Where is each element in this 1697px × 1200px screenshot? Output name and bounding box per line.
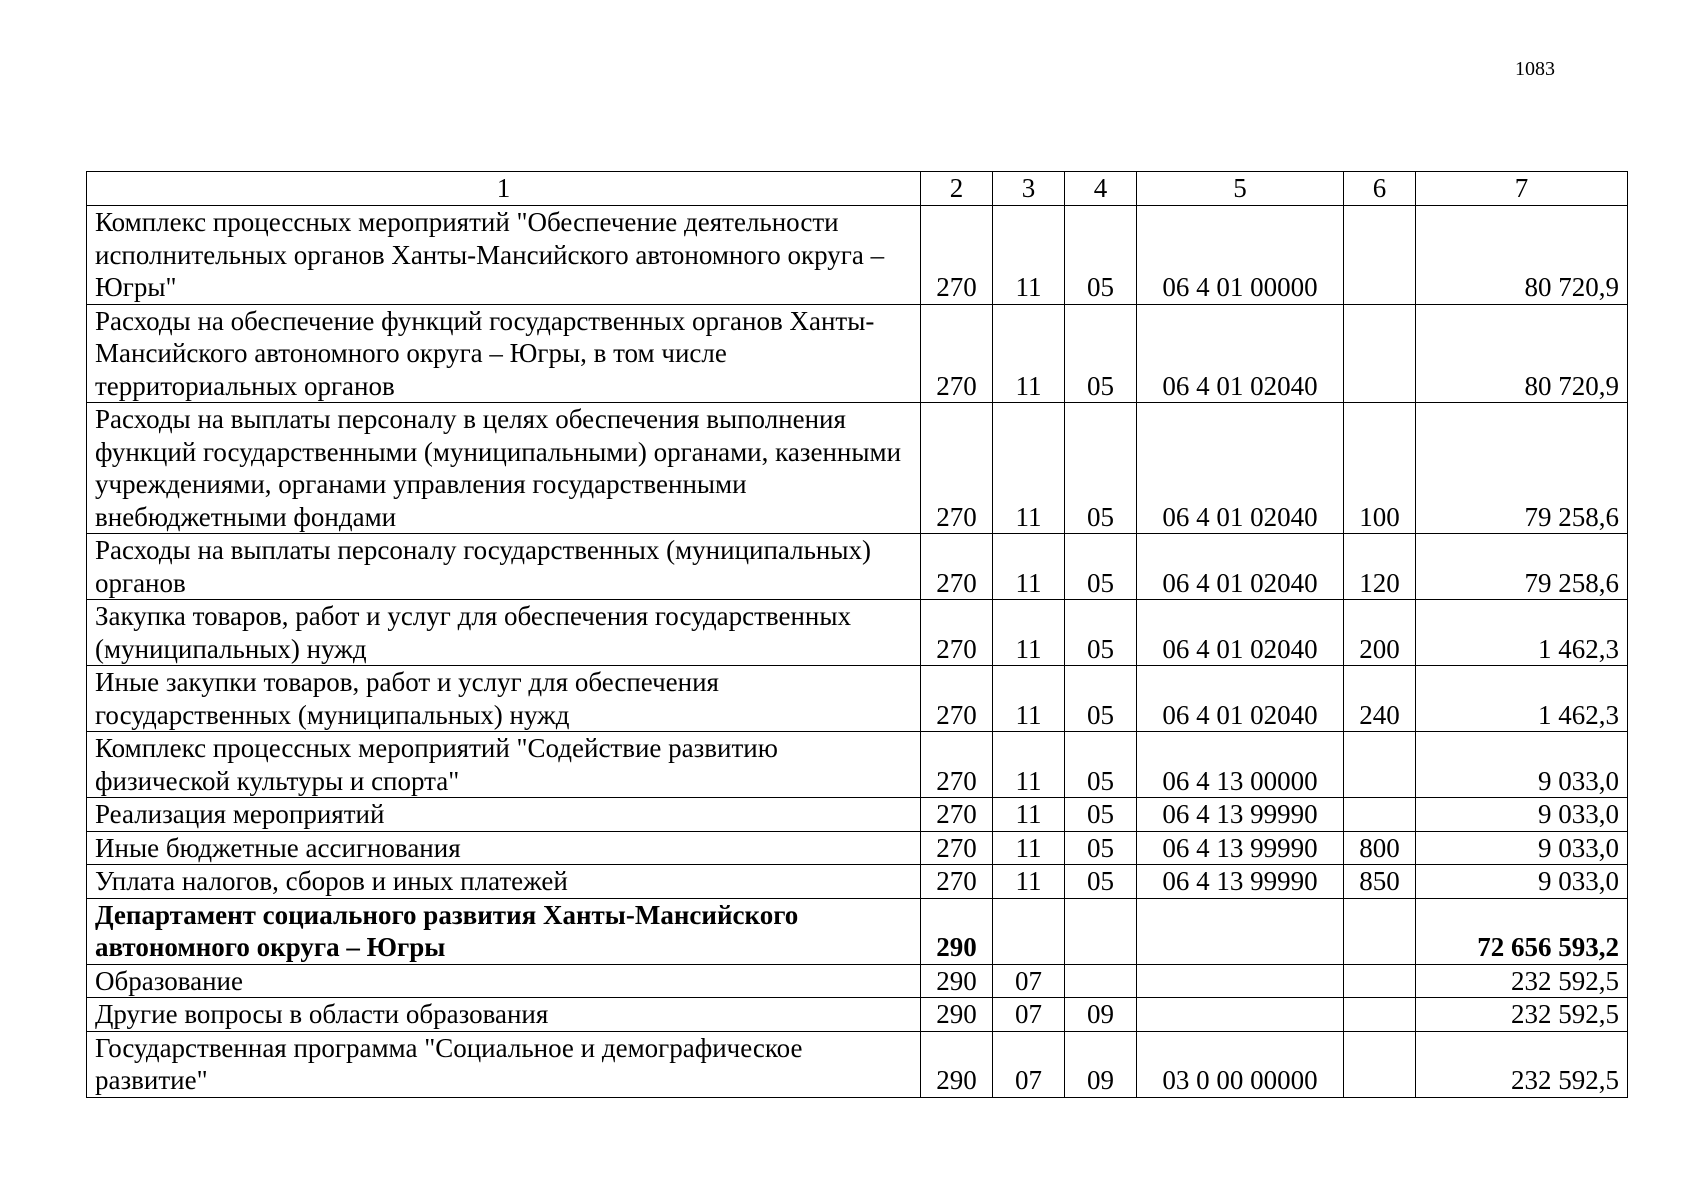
row-name-cell: Комплекс процессных мероприятий "Обеспечение деятельности исполнительных органов Ханты-Мансийского автономного округа – Югры": [87, 206, 921, 305]
row-col5-cell: [1137, 998, 1344, 1032]
row-name-cell: Иные бюджетные ассигнования: [87, 831, 921, 865]
table-row: [87, 600, 1628, 666]
row-col6-cell: [1344, 798, 1416, 832]
row-name-cell: Комплекс процессных мероприятий "Содействие развитию физической культуры и спорта": [87, 732, 921, 798]
table-row: [87, 304, 1628, 403]
row-col7-cell: 232 592,5: [1416, 1031, 1628, 1097]
table-row: [87, 964, 1628, 998]
row-name-cell: Расходы на обеспечение функций государственных органов Ханты-Мансийского автономного округа – Югры, в том числе территориальных органов: [87, 304, 921, 403]
row-col2-cell: 270: [921, 403, 993, 534]
row-col7-cell: 9 033,0: [1416, 732, 1628, 798]
row-name-cell: Другие вопросы в области образования: [87, 998, 921, 1032]
header-row: [87, 172, 1628, 206]
row-col6-cell: 100: [1344, 403, 1416, 534]
row-col6-cell: [1344, 898, 1416, 964]
row-col3-cell: 11: [993, 206, 1065, 305]
table-row: [87, 798, 1628, 832]
row-col2-cell: 290: [921, 964, 993, 998]
row-col6-cell: 200: [1344, 600, 1416, 666]
row-col4-cell: 09: [1065, 998, 1137, 1032]
row-col7-cell: 80 720,9: [1416, 206, 1628, 305]
row-col4-cell: 05: [1065, 865, 1137, 899]
row-col7-cell: 79 258,6: [1416, 403, 1628, 534]
row-name-cell: Расходы на выплаты персоналу в целях обеспечения выполнения функций государственными (муниципальными) органами, казенными учреждениями, органами управления государственными внебюджетными фондами: [87, 403, 921, 534]
row-col7-cell: 79 258,6: [1416, 534, 1628, 600]
row-col5-cell: 06 4 01 02040: [1137, 403, 1344, 534]
table-row: [87, 206, 1628, 305]
header-cell-4: 4: [1065, 172, 1137, 206]
row-col3-cell: 11: [993, 831, 1065, 865]
row-col3-cell: 11: [993, 403, 1065, 534]
table-row: [87, 403, 1628, 534]
row-col2-cell: 290: [921, 998, 993, 1032]
row-name-cell: Уплата налогов, сборов и иных платежей: [87, 865, 921, 899]
row-col3-cell: 07: [993, 964, 1065, 998]
row-col7-cell: 80 720,9: [1416, 304, 1628, 403]
row-col2-cell: 270: [921, 798, 993, 832]
row-col6-cell: 850: [1344, 865, 1416, 899]
row-col6-cell: 800: [1344, 831, 1416, 865]
row-col4-cell: [1065, 964, 1137, 998]
header-cell-6: 6: [1344, 172, 1416, 206]
row-col5-cell: [1137, 898, 1344, 964]
row-col5-cell: 06 4 01 02040: [1137, 666, 1344, 732]
row-col7-cell: 9 033,0: [1416, 831, 1628, 865]
row-col5-cell: 06 4 01 02040: [1137, 304, 1344, 403]
row-col3-cell: 11: [993, 304, 1065, 403]
row-name-cell: Образование: [87, 964, 921, 998]
row-col4-cell: 05: [1065, 206, 1137, 305]
row-col4-cell: 05: [1065, 732, 1137, 798]
table-row: [87, 998, 1628, 1032]
row-col2-cell: 270: [921, 206, 993, 305]
row-col3-cell: 11: [993, 865, 1065, 899]
row-col2-cell: 270: [921, 534, 993, 600]
row-name-cell: Закупка товаров, работ и услуг для обеспечения государственных (муниципальных) нужд: [87, 600, 921, 666]
row-col3-cell: 11: [993, 798, 1065, 832]
row-name-cell: Иные закупки товаров, работ и услуг для обеспечения государственных (муниципальных) нужд: [87, 666, 921, 732]
row-col6-cell: [1344, 1031, 1416, 1097]
row-col7-cell: 72 656 593,2: [1416, 898, 1628, 964]
table-row: [87, 1031, 1628, 1097]
table-row: [87, 666, 1628, 732]
row-col3-cell: 11: [993, 666, 1065, 732]
row-col2-cell: 270: [921, 666, 993, 732]
row-name-cell: Государственная программа "Социальное и демографическое развитие": [87, 1031, 921, 1097]
table-row: [87, 732, 1628, 798]
row-col3-cell: 07: [993, 998, 1065, 1032]
row-col4-cell: 05: [1065, 403, 1137, 534]
row-col5-cell: 06 4 13 99990: [1137, 831, 1344, 865]
row-col4-cell: 05: [1065, 304, 1137, 403]
header-cell-7: 7: [1416, 172, 1628, 206]
table-body: [87, 206, 1628, 1098]
row-col6-cell: [1344, 964, 1416, 998]
table-row: [87, 534, 1628, 600]
row-col2-cell: 290: [921, 1031, 993, 1097]
row-col3-cell: [993, 898, 1065, 964]
row-col7-cell: 232 592,5: [1416, 998, 1628, 1032]
row-name-cell: Реализация мероприятий: [87, 798, 921, 832]
row-col4-cell: 05: [1065, 798, 1137, 832]
row-col3-cell: 11: [993, 600, 1065, 666]
row-col2-cell: 270: [921, 732, 993, 798]
row-col3-cell: 07: [993, 1031, 1065, 1097]
row-col2-cell: 270: [921, 865, 993, 899]
row-col7-cell: 9 033,0: [1416, 865, 1628, 899]
row-col2-cell: 270: [921, 600, 993, 666]
row-col6-cell: [1344, 304, 1416, 403]
row-col5-cell: 06 4 13 99990: [1137, 798, 1344, 832]
row-col7-cell: 1 462,3: [1416, 666, 1628, 732]
row-col5-cell: 06 4 01 00000: [1137, 206, 1344, 305]
table-row: [87, 831, 1628, 865]
table-row: [87, 898, 1628, 964]
page-number: 1083: [1515, 58, 1555, 80]
row-col7-cell: 9 033,0: [1416, 798, 1628, 832]
row-col5-cell: 06 4 01 02040: [1137, 534, 1344, 600]
row-col4-cell: 09: [1065, 1031, 1137, 1097]
budget-table: [86, 171, 1628, 1098]
row-col3-cell: 11: [993, 534, 1065, 600]
row-col2-cell: 290: [921, 898, 993, 964]
header-cell-2: 2: [921, 172, 993, 206]
row-col2-cell: 270: [921, 304, 993, 403]
row-name-cell: Расходы на выплаты персоналу государственных (муниципальных) органов: [87, 534, 921, 600]
header-cell-3: 3: [993, 172, 1065, 206]
row-col5-cell: [1137, 964, 1344, 998]
row-col4-cell: 05: [1065, 534, 1137, 600]
row-col5-cell: 06 4 13 00000: [1137, 732, 1344, 798]
row-col4-cell: 05: [1065, 831, 1137, 865]
row-col7-cell: 1 462,3: [1416, 600, 1628, 666]
row-col5-cell: 06 4 13 99990: [1137, 865, 1344, 899]
row-col4-cell: 05: [1065, 666, 1137, 732]
header-cell-5: 5: [1137, 172, 1344, 206]
row-name-cell: Департамент социального развития Ханты-Мансийского автономного округа – Югры: [87, 898, 921, 964]
row-col6-cell: [1344, 732, 1416, 798]
header-cell-1: 1: [87, 172, 921, 206]
row-col3-cell: 11: [993, 732, 1065, 798]
row-col4-cell: [1065, 898, 1137, 964]
row-col7-cell: 232 592,5: [1416, 964, 1628, 998]
row-col5-cell: 03 0 00 00000: [1137, 1031, 1344, 1097]
row-col6-cell: 120: [1344, 534, 1416, 600]
row-col5-cell: 06 4 01 02040: [1137, 600, 1344, 666]
row-col2-cell: 270: [921, 831, 993, 865]
table-row: [87, 865, 1628, 899]
row-col6-cell: [1344, 206, 1416, 305]
row-col6-cell: 240: [1344, 666, 1416, 732]
row-col4-cell: 05: [1065, 600, 1137, 666]
row-col6-cell: [1344, 998, 1416, 1032]
